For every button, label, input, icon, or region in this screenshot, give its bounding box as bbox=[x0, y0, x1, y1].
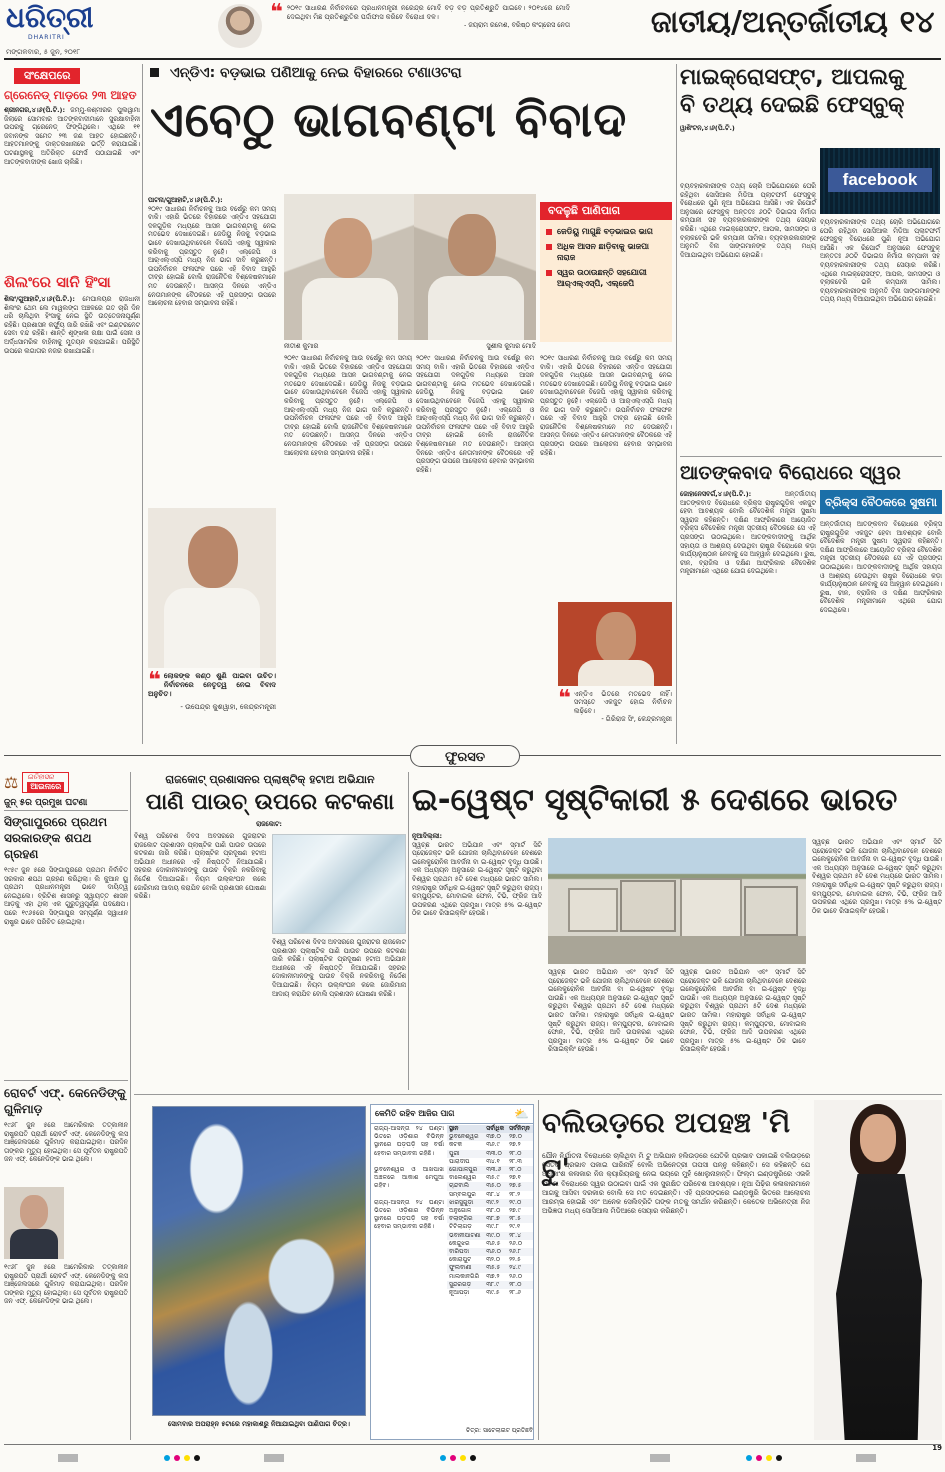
weather-cell-min: ୨୨.୫ bbox=[509, 1256, 521, 1264]
terror-body-col-2 bbox=[820, 520, 942, 744]
weather-cell-max: ୩୨.୦ bbox=[486, 1256, 501, 1264]
photo-face-giriraj bbox=[596, 612, 636, 664]
weather-cell-min: ୨୮.୫ bbox=[507, 1215, 533, 1223]
page-number: ୧୪ bbox=[899, 5, 935, 40]
ewaste-monitor bbox=[744, 886, 798, 936]
column-divider bbox=[408, 772, 409, 1090]
brief-body-2 bbox=[4, 295, 140, 755]
weather-box-header bbox=[371, 1105, 533, 1124]
weather-sub-text: ଭୁବନେଶ୍ୱର ଓ ଆଖପାଖ ଅଞ୍ଚଳରେ ଆକାଶ ମେଘୁଆ ରହିବ। bbox=[374, 1166, 444, 1190]
ewaste-text-col-1: ସ୍ୱଚ୍ଛ ଭାରତ ଅଭିଯାନ ଏବଂ ସ୍ମାର୍ଟ ସିଟି ପ୍ରୋଜେକ୍ଟ ଭଳି ଯୋଜନା ଚାଲିଥିବାବେଳେ ଦେଶରେ ଇଲେକ୍ଟ୍ରୋନିକ ଆବର୍ଜନା ବା ଇ-ୱେଷ୍ଟ ବୃଦ୍ଧି ପାଉଛି। ଏକ ଅଧ୍ୟୟନ ଅନୁସାରେ ଇ-ୱେଷ୍ଟ ସୃଷ୍ଟି କରୁଥିବା ବିଶ୍ୱର ପ୍ରଥମ ୫ଟି ଦେଶ ମଧ୍ୟରେ ଭାରତ ସାମିଲ। ମହାରାଷ୍ଟ୍ର ସର୍ବାଧିକ ଇ-ୱେଷ୍ଟ ସୃଷ୍ଟି କରୁଥିବା ରାଜ୍ୟ। କମ୍ପ୍ୟୁଟର, ମୋବାଇଲ ଫୋନ, ଟିଭି, ଫ୍ରିଜ ଆଦି ଉପକରଣ ଏଥିରେ ପ୍ରମୁଖ। ମାତ୍ର ୫% ଇ-ୱେଷ୍ଟ ଠିକ ଭାବେ ରିସାଇକ୍ଲିଂ ହେଉଛି। bbox=[412, 840, 542, 918]
weather-table-row bbox=[447, 1174, 533, 1182]
weather-cell-min: ୨୮.୦ bbox=[507, 1150, 533, 1158]
quote-mark-icon: ❝ bbox=[270, 0, 283, 25]
weather-cell-min: ୨୭.୧ bbox=[509, 1174, 521, 1182]
weather-cell-max: ୩୫.୫ bbox=[484, 1264, 507, 1272]
weather-cell-min: ୨୮.୩ bbox=[509, 1157, 522, 1165]
masthead-date: ମଙ୍ଗଳବାର, ୫ ଜୁନ, ୨୦୧୮ bbox=[6, 48, 81, 56]
weather-cell-max: ୩୯.୦ bbox=[484, 1232, 507, 1240]
photo-body-right bbox=[428, 276, 524, 340]
quote-kushwaha-text: ଲୋକଙ୍କ କଣ୍ଠ ଶୁଣି ପାଇବା ଉଚିତ। ନିର୍ବାଚନରେ ନେତୃତ୍ୱ ନେଇ ବିବାଦ ଅନୁଚିତ। bbox=[148, 672, 276, 698]
weather-cell-city: ସୁନ୍ଦରଗଡ଼ bbox=[447, 1281, 484, 1289]
metoo-body: ଯୌନ ନିର୍ଯାତନା ବିରୋଧରେ ଚାଲିଥିବା ମି ଟୁ ଅଭିଯାନ ହଲିଉଡ଼ରେ ଯେତିକି ପ୍ରଭାବ ପକାଇଛି ବଲିଉଡ଼ରେ ସେତିକି ପ୍ରଭାବ ପକାଇ ପାରିନାହିଁ ବୋଲି ଅଭିନେତ୍ରୀ ତାପସୀ ପନ୍ନୁ କହିଛନ୍ତି। ସେ କହିଛନ୍ତି ଯେ ଅଧିକାଂଶ କଳାକାର ନିଜ କ୍ୟାରିୟରକୁ ନେଇ ଭୟରେ ମୁହଁ ଖୋଲୁନାହାନ୍ତି। ଫିଲ୍ମ ଇଣ୍ଡଷ୍ଟ୍ରିରେ ଏଭଳି ଘଟଣା ବିରୋଧରେ ସ୍ୱର ଉଠାଇବା ପାଇଁ ଏକ ସୁରକ୍ଷିତ ପରିବେଶ ଆବଶ୍ୟକ। ନୂଆ ପିଢ଼ିର କଳାକାରମାନେ ଆଗକୁ ଆସିବା ଦରକାର ବୋଲି ସେ ମତ ଦେଇଛନ୍ତି। ଏହି ପ୍ରସଙ୍ଗରେ ଇଣ୍ଡଷ୍ଟ୍ରି ଭିତରେ ଆଲୋଚନା ଆରମ୍ଭ ହୋଇଛି ଏବଂ ଅନେକ ସେଲିବ୍ରିଟି ତାଙ୍କ ମତକୁ ସମର୍ଥନ କରିଛନ୍ତି। କେତେକ ଅଭିନେତ୍ରୀ ନିଜ ଅଭିଜ୍ଞତା ମଧ୍ୟ ସୋସିଆଲ ମିଡିଆରେ ସେୟାର କରିଛନ୍ତି। bbox=[542, 1152, 810, 1216]
weather-cell-max: ୩୭.୨ bbox=[486, 1272, 500, 1280]
history-label-bottom: ଆଇନାରେ bbox=[27, 782, 64, 792]
photo-water-pouches bbox=[272, 834, 406, 934]
ewaste-monitor bbox=[568, 888, 618, 932]
ewaste-body-col-2 bbox=[548, 968, 674, 1090]
col-max: ସର୍ବାଧିକ bbox=[484, 1125, 507, 1133]
quote-mark-icon: ❝ bbox=[558, 686, 571, 711]
registration-mark bbox=[264, 1454, 284, 1462]
weather-cell-city: ବାରିପଦା bbox=[447, 1248, 484, 1256]
weather-cell-city: ପାରାଦୀପ bbox=[449, 1157, 470, 1165]
weather-cell-city: ଭବାନୀପାଟଣା bbox=[447, 1232, 484, 1240]
footer-rule bbox=[4, 1444, 941, 1445]
weather-cell-city: ଝାରସୁଗୁଡ଼ା bbox=[447, 1199, 484, 1207]
brief-column bbox=[4, 64, 140, 744]
yellow-dot bbox=[184, 1455, 190, 1461]
weather-table-wrap bbox=[447, 1125, 533, 1437]
column-divider bbox=[130, 772, 131, 1440]
photo-giriraj-singh bbox=[558, 602, 672, 686]
sidebar-item bbox=[546, 241, 666, 263]
photo-body-kushwaha bbox=[164, 588, 260, 668]
plastic-kicker: ରାଜକୋଟ୍ ପ୍ରଶାସନର ପ୍ଲାଷ୍ଟିକ୍ ହଟାଅ ଅଭିଯାନ bbox=[165, 773, 375, 786]
photo-face-taapsee bbox=[860, 1114, 896, 1162]
weather-cell-city: କେନ୍ଦୁଝର bbox=[449, 1239, 470, 1247]
weather-table-row bbox=[447, 1264, 533, 1272]
ewaste-body-col-3 bbox=[680, 968, 806, 1090]
weather-cell-city: ପୁରୀ bbox=[447, 1150, 484, 1158]
photo-face-kushwaha bbox=[188, 526, 238, 588]
lead-kicker bbox=[150, 62, 674, 84]
history-headline-1: ସିଙ୍ଗାପୁରରେ ପ୍ରଥମ ସରକାରଙ୍କ ଶପଥ ଗ୍ରହଣ bbox=[4, 815, 108, 861]
weather-cell-city: ସମ୍ବଲପୁର bbox=[449, 1190, 476, 1198]
weather-table-row bbox=[447, 1191, 533, 1199]
terror-story bbox=[680, 460, 942, 744]
weather-intro-repeat: ରାଜ୍ୟ-ଆସନ୍ତା ୨୪ ଘଣ୍ଟା ଭିତରେ ଓଡ଼ିଶାର ବିଭିନ୍ନ ସ୍ଥାନରେ ଘଡ଼ଘଡ଼ି ସହ ବର୍ଷା ହେବାର ସମ୍ଭାବନା ରହିଛି। bbox=[374, 1198, 444, 1231]
ewaste-body-col-4 bbox=[812, 838, 942, 1090]
yellow-dot bbox=[460, 1455, 466, 1461]
weather-cell-max: ୩୬.୫ bbox=[486, 1239, 501, 1247]
sidebar-item-text: ସ୍ୱର ଉଠାଉଛନ୍ତି ସହଯୋଗୀ ଆର୍‌ଏଲ୍‌ଏସ୍‌ପି, ଏଲ୍‌ଜେପି bbox=[557, 268, 647, 288]
black-dot bbox=[470, 1455, 476, 1461]
weather-footer: ଚିତ୍ର: ସାଟେଲାଇଟ ପ୍ରତିଛବି bbox=[465, 1427, 533, 1434]
sidebar-title: ବଦଳୁଛି ପାଣିପାଗ bbox=[540, 202, 672, 220]
photo-sushil-modi bbox=[414, 194, 536, 340]
brief-body-1 bbox=[4, 106, 140, 266]
facebook-text-col-1: ବ୍ୟବହାରକାରୀଙ୍କ ତଥ୍ୟ ଚୋରି ଅଭିଯୋଗରେ ଘେରି ରହିଥିବା ସୋସିଆଲ ମିଡିଆ ପ୍ଲାଟଫର୍ମ ଫେସ୍‌ବୁକ୍ ବିରୋଧରେ ପୁଣି ନୂଆ ଅଭିଯୋଗ ଆସିଛି। ଏକ ରିପୋର୍ଟ ଅନୁସାରେ ଫେସ୍‌ବୁକ୍ ଅନ୍ତତଃ ୬୦ଟି ଡିଭାଇସ ନିର୍ମାତା କମ୍ପାନୀ ସହ ବ୍ୟବହାରକାରୀଙ୍କ ତଥ୍ୟ ସେୟାର କରିଛି। ଏଥିରେ ମାଇକ୍ରୋସଫ୍ଟ, ଆପଲ, ସାମସଙ୍ଗ ଓ ବ୍ଲାକବେରି ଭଳି କମ୍ପାନୀ ସାମିଲ। ବ୍ୟବହାରକାରୀଙ୍କ ଅନୁମତି ବିନା ସାଙ୍ଗମାନଙ୍କ ତଥ୍ୟ ମଧ୍ୟ ଦିଆଯାଇଥିବା ଅଭିଯୋଗ ହୋଇଛି। bbox=[680, 182, 816, 259]
weather-cell-min: ୨୯.୧ bbox=[509, 1223, 521, 1231]
weather-table-row bbox=[447, 1248, 533, 1256]
weather-cell-max: ୩୩.୦ bbox=[484, 1150, 507, 1158]
ewaste-story bbox=[412, 772, 942, 1090]
weather-cell-max: ୩୯.୨ bbox=[484, 1199, 507, 1207]
terror-text-col-1: ଅନ୍ତର୍ଜାତୀୟ ଆତଙ୍କବାଦ ବିରୋଧରେ ବ୍ରିକ୍ସ ରାଷ୍ଟ୍ରଗୁଡ଼ିକ ଏକଜୁଟ ହେବା ଆବଶ୍ୟକ ବୋଲି ବୈଦେଶିକ ମନ୍ତ୍ରୀ ସୁଷମା ସ୍ୱରାଜ କହିଛନ୍ତି। ଦକ୍ଷିଣ ଆଫ୍ରିକାରେ ଆୟୋଜିତ ବ୍ରିକ୍ସ ବୈଦେଶିକ ମନ୍ତ୍ରୀ ସ୍ତରୀୟ ବୈଠକରେ ସେ ଏହି ପ୍ରସଙ୍ଗ ଉଠାଇଥିଲେ। ଆତଙ୍କବାଦୀଙ୍କୁ ଆର୍ଥିକ ସହାୟତା ଓ ଆଶ୍ରୟ ଦେଉଥିବା ରାଷ୍ଟ୍ର ବିରୋଧରେ କଡ଼ା କାର୍ଯ୍ୟାନୁଷ୍ଠାନ ନେବାକୁ ସେ ଆହ୍ୱାନ ଦେଇଥିଲେ। ରୁଷ, ଚୀନ, ବ୍ରାଜିଲ ଓ ଦକ୍ଷିଣ ଆଫ୍ରିକାର ବୈଦେଶିକ ମନ୍ତ୍ରୀମାନେ ଏଥିରେ ଯୋଗ ଦେଇଥିଲେ। bbox=[680, 490, 816, 576]
facebook-headline-1: ମାଇକ୍ରୋସଫ୍ଟ, ଆପଲକୁ bbox=[680, 65, 905, 90]
brief-dateline-1: ଶ୍ରୀନଗର,୪।୬(ପି.ଟି.): bbox=[4, 106, 66, 114]
registration-mark bbox=[856, 1454, 876, 1462]
caption-right: ସୁଶୀଲ କୁମାର ମୋଦି bbox=[486, 342, 536, 350]
weather-table bbox=[447, 1125, 533, 1297]
lead-text-col-3: ୨୦୧୯ ସାଧାରଣ ନିର୍ବାଚନକୁ ଆଉ ବର୍ଷେରୁ କମ ସମୟ ବାକି। ଏହାରି ଭିତରେ ବିହାରରେ ଏନ୍‌ଡିଏ ସହଯୋଗୀ ଦଳଗୁଡ଼ିକ ମଧ୍ୟରେ ଆସନ ଭାଗବଣ୍ଟାକୁ ନେଇ ମତଭେଦ ଦେଖାଦେଇଛି। ଜେଡିୟୁ ନିଜକୁ ବଡ଼ଭାଇ ଭାବେ ଦେଖାଉଥିବାବେଳେ ବିଜେପି ଏହାକୁ ସ୍ୱୀକାର କରିବାକୁ ପ୍ରସ୍ତୁତ ନୁହେଁ। ଏଲ୍‌ଜେପି ଓ ଆର୍‌ଏଲ୍‌ଏସ୍‌ପି ମଧ୍ୟ ନିଜ ଭାଗ ଦାବି କରୁଛନ୍ତି। ଉପନିର୍ବାଚନ ଫଳାଫଳ ପରେ ଏହି ବିବାଦ ଆହୁରି ତୀବ୍ର ହୋଇଛି ବୋଲି ରାଜନୈତିକ ବିଶ୍ଳେଷକମାନେ ମତ ଦେଉଛନ୍ତି। ଆସନ୍ତା ଦିନରେ ଏନ୍‌ଡିଏ ନେତାମାନଙ୍କ ବୈଠକରେ ଏହି ପ୍ରସଙ୍ଗ ଉପରେ ଆଲୋଚନା ହେବାର ସମ୍ଭାବନା ରହିଛି। bbox=[416, 354, 534, 474]
weather-intro bbox=[374, 1125, 444, 1437]
ewaste-headline: ଇ-ୱେଷ୍ଟ ସୃଷ୍ଟିକାରୀ ୫ ଦେଶରେ ଭାରତ bbox=[412, 782, 898, 818]
facebook-logo-text: facebook bbox=[828, 168, 932, 192]
history-label-top: ଇତିହାସର bbox=[27, 773, 54, 781]
fursat-banner bbox=[410, 745, 520, 767]
brief-headline-2: ଶିଲଂରେ ସାନି ହିଂସା bbox=[4, 273, 111, 291]
weather-table-row bbox=[447, 1158, 533, 1166]
history-body-1: ୧୯୫୯ ଜୁନ ୫ରେ ସିଙ୍ଗାପୁରରେ ପ୍ରଥମ ନିର୍ବାଚିତ ସରକାର ଶପଥ ଗ୍ରହଣ କରିଥିଲା। ଲି କୁଆନ ୟୁ ପ୍ରଥମ ପ୍ରଧାନମନ୍ତ୍ରୀ ଭାବେ ଦାୟିତ୍ୱ ନେଇଥିଲେ। ବ୍ରିଟିଶ ଶାସନରୁ ସ୍ୱାୟତ୍ତ ଶାସନ ଆଡ଼କୁ ଏହା ଥିଲା ଏକ ଗୁରୁତ୍ୱପୂର୍ଣ୍ଣ ପଦକ୍ଷେପ। ପରେ ୧୯୬୫ରେ ସିଙ୍ଗାପୁର ସମ୍ପୂର୍ଣ୍ଣ ସ୍ୱାଧୀନ ରାଷ୍ଟ୍ର ଭାବେ ପରିଚିତ ହୋଇଥିଲା। bbox=[4, 866, 128, 926]
weather-cell-max: ୩୬.୦ bbox=[484, 1248, 507, 1256]
caption-left: ନୀତୀଶ କୁମାର bbox=[284, 342, 319, 350]
facebook-headline-2: ବି ତଥ୍ୟ ଦେଇଛି ଫେସ୍‌ବୁକ୍ bbox=[680, 93, 905, 118]
weather-cell-city: ଭୁବନେଶ୍ୱର bbox=[447, 1133, 484, 1141]
terror-text-col-2: ଅନ୍ତର୍ଜାତୀୟ ଆତଙ୍କବାଦ ବିରୋଧରେ ବ୍ରିକ୍ସ ରାଷ୍ଟ୍ରଗୁଡ଼ିକ ଏକଜୁଟ ହେବା ଆବଶ୍ୟକ ବୋଲି ବୈଦେଶିକ ମନ୍ତ୍ରୀ ସୁଷମା ସ୍ୱରାଜ କହିଛନ୍ତି। ଦକ୍ଷିଣ ଆଫ୍ରିକାରେ ଆୟୋଜିତ ବ୍ରିକ୍ସ ବୈଦେଶିକ ମନ୍ତ୍ରୀ ସ୍ତରୀୟ ବୈଠକରେ ସେ ଏହି ପ୍ରସଙ୍ଗ ଉଠାଇଥିଲେ। ଆତଙ୍କବାଦୀଙ୍କୁ ଆର୍ଥିକ ସହାୟତା ଓ ଆଶ୍ରୟ ଦେଉଥିବା ରାଷ୍ଟ୍ର ବିରୋଧରେ କଡ଼ା କାର୍ଯ୍ୟାନୁଷ୍ଠାନ ନେବାକୁ ସେ ଆହ୍ୱାନ ଦେଇଥିଲେ। ରୁଷ, ଚୀନ, ବ୍ରାଜିଲ ଓ ଦକ୍ଷିଣ ଆଫ୍ରିକାର ବୈଦେଶିକ ମନ୍ତ୍ରୀମାନେ ଏଥିରେ ଯୋଗ ଦେଇଥିଲେ। bbox=[820, 520, 942, 614]
ewaste-monitor bbox=[680, 878, 742, 938]
history-body-3: ୧୯୬୮ ଜୁନ ୫ରେ ଆମେରିକାର ତତ୍କାଳୀନ ରାଷ୍ଟ୍ରପତି ପ୍ରାର୍ଥୀ ରୋବର୍ଟ ଏଫ୍. କେନେଡିଙ୍କୁ ଲସ ଆଞ୍ଜେଲସରେ ଗୁଳିମାଡ଼ କରାଯାଇଥିଲା। ପରଦିନ ତାଙ୍କର ମୃତ୍ୟୁ ହୋଇଥିଲା। ସେ ପୂର୍ବତନ ରାଷ୍ଟ୍ରପତି ଜନ ଏଫ୍. କେନେଡିଙ୍କ ଭାଇ ଥିଲେ। bbox=[4, 1263, 128, 1306]
registration-mark bbox=[650, 1454, 670, 1462]
weather-cell-max: ୩୭.୦ bbox=[484, 1133, 507, 1141]
photo-body-left bbox=[302, 278, 398, 340]
weather-cell-min: ୨୬.୦ bbox=[509, 1272, 523, 1280]
photo-ewaste-pile bbox=[548, 838, 806, 964]
bullet-icon bbox=[546, 270, 552, 276]
lead-text-col-2: ୨୦୧୯ ସାଧାରଣ ନିର୍ବାଚନକୁ ଆଉ ବର୍ଷେରୁ କମ ସମୟ ବାକି। ଏହାରି ଭିତରେ ବିହାରରେ ଏନ୍‌ଡିଏ ସହଯୋଗୀ ଦଳଗୁଡ଼ିକ ମଧ୍ୟରେ ଆସନ ଭାଗବଣ୍ଟାକୁ ନେଇ ମତଭେଦ ଦେଖାଦେଇଛି। ଜେଡିୟୁ ନିଜକୁ ବଡ଼ଭାଇ ଭାବେ ଦେଖାଉଥିବାବେଳେ ବିଜେପି ଏହାକୁ ସ୍ୱୀକାର କରିବାକୁ ପ୍ରସ୍ତୁତ ନୁହେଁ। ଏଲ୍‌ଜେପି ଓ ଆର୍‌ଏଲ୍‌ଏସ୍‌ପି ମଧ୍ୟ ନିଜ ଭାଗ ଦାବି କରୁଛନ୍ତି। ଉପନିର୍ବାଚନ ଫଳାଫଳ ପରେ ଏହି ବିବାଦ ଆହୁରି ତୀବ୍ର ହୋଇଛି ବୋଲି ରାଜନୈତିକ ବିଶ୍ଳେଷକମାନେ ମତ ଦେଉଛନ୍ତି। ଆସନ୍ତା ଦିନରେ ଏନ୍‌ଡିଏ ନେତାମାନଙ୍କ ବୈଠକରେ ଏହି ପ୍ରସଙ୍ଗ ଉପରେ ଆଲୋଚନା ହେବାର ସମ୍ଭାବନା ରହିଛି। bbox=[284, 354, 412, 457]
brief-headline-1: ଗ୍ରେନେଡ୍ ମାଡ଼ରେ ୨୩ ଆହତ bbox=[4, 88, 137, 102]
weather-cell-max: ୩୮.୭ bbox=[484, 1215, 507, 1223]
plastic-text-col-2: ବିଶ୍ୱ ପରିବେଶ ଦିବସ ଅବସରରେ ଗୁଜରାଟର ରାଜକୋଟ ପ୍ରଶାସନ ପ୍ଲାଷ୍ଟିକ ପାଣି ପାଉଚ ଉପରେ କଟକଣା ଜାରି କରିଛି। ପ୍ଲାଷ୍ଟିକ ପ୍ରଦୂଷଣ ହଟାଅ ଅଭିଯାନ ଅଧୀନରେ ଏହି ନିଷ୍ପତ୍ତି ନିଆଯାଇଛି। ସହରର ଦୋକାନୀମାନଙ୍କୁ ପାଉଚ ବିକ୍ରି ନକରିବାକୁ ନିର୍ଦ୍ଦେଶ ଦିଆଯାଇଛି। ନିୟମ ଉଲ୍ଲଂଘନ କଲେ ଜୋରିମାନା ଆଦାୟ କରାଯିବ ବୋଲି ପ୍ରଶାସନ ଘୋଷଣା କରିଛି। bbox=[272, 938, 406, 998]
lead-headline: ଏବେଠୁ ଭାଗବଣ୍ଟା ବିବାଦ bbox=[150, 92, 628, 148]
weather-table-row bbox=[447, 1273, 533, 1281]
weather-box-title: କେମିତି ରହିବ ଆଜିର ପାଗ bbox=[375, 1109, 455, 1118]
weather-cell-city: କୋରାପୁଟ bbox=[449, 1256, 472, 1264]
photo-face-kennedy bbox=[20, 1195, 48, 1229]
col-min: ସର୍ବନିମ୍ନ bbox=[507, 1125, 533, 1133]
masthead-quote-text: ୨୦୧୯ ସାଧାରଣ ନିର୍ବାଚନରେ ପ୍ରଧାନମନ୍ତ୍ରୀ ନରେନ୍ଦ୍ର ମୋଦି ବଡ଼ ବଡ଼ ପ୍ରତିଶ୍ରୁତି ପାଇବେ। ୨୦୧୪ରେ ମୋଦି ଦେଇଥିବା ମିଛ ପ୍ରତିଶ୍ରୁତିର ପର୍ଦ୍ଦାଫାସ କରିବେ ବିରୋଧୀ ଦଳ। bbox=[286, 4, 570, 21]
weather-table-row bbox=[447, 1141, 533, 1149]
magenta-dot bbox=[174, 1455, 180, 1461]
column-divider bbox=[538, 1100, 539, 1440]
weather-caption: ସୋମବାର ଅପରାହ୍ନ ୫ଟାରେ ମହାକାଶରୁ ନିଆଯାଇଥିବା ପାଣିପାଗ ଚିତ୍ର। bbox=[167, 1420, 351, 1428]
facebook-dateline: ୱାଶିଂଟନ,୪।୬(ପି.ଟି.) bbox=[680, 124, 735, 132]
ewaste-text-col-3: ସ୍ୱଚ୍ଛ ଭାରତ ଅଭିଯାନ ଏବଂ ସ୍ମାର୍ଟ ସିଟି ପ୍ରୋଜେକ୍ଟ ଭଳି ଯୋଜନା ଚାଲିଥିବାବେଳେ ଦେଶରେ ଇଲେକ୍ଟ୍ରୋନିକ ଆବର୍ଜନା ବା ଇ-ୱେଷ୍ଟ ବୃଦ୍ଧି ପାଉଛି। ଏକ ଅଧ୍ୟୟନ ଅନୁସାରେ ଇ-ୱେଷ୍ଟ ସୃଷ୍ଟି କରୁଥିବା ବିଶ୍ୱର ପ୍ରଥମ ୫ଟି ଦେଶ ମଧ୍ୟରେ ଭାରତ ସାମିଲ। ମହାରାଷ୍ଟ୍ର ସର୍ବାଧିକ ଇ-ୱେଷ୍ଟ ସୃଷ୍ଟି କରୁଥିବା ରାଜ୍ୟ। କମ୍ପ୍ୟୁଟର, ମୋବାଇଲ ଫୋନ, ଟିଭି, ଫ୍ରିଜ ଆଦି ଉପକରଣ ଏଥିରେ ପ୍ରମୁଖ। ମାତ୍ର ୫% ଇ-ୱେଷ୍ଟ ଠିକ ଭାବେ ରିସାଇକ୍ଲିଂ ହେଉଛି। bbox=[680, 968, 806, 1054]
lead-body-col-2 bbox=[284, 354, 412, 746]
weather-cell-max: ୩୫.୦ bbox=[484, 1182, 507, 1190]
sidebar-item bbox=[546, 267, 666, 289]
lead-sidebar bbox=[540, 202, 672, 342]
facebook-text-col-2: ବ୍ୟବହାରକାରୀଙ୍କ ତଥ୍ୟ ଚୋରି ଅଭିଯୋଗରେ ଘେରି ରହିଥିବା ସୋସିଆଲ ମିଡିଆ ପ୍ଲାଟଫର୍ମ ଫେସ୍‌ବୁକ୍ ବିରୋଧରେ ପୁଣି ନୂଆ ଅଭିଯୋଗ ଆସିଛି। ଏକ ରିପୋର୍ଟ ଅନୁସାରେ ଫେସ୍‌ବୁକ୍ ଅନ୍ତତଃ ୬୦ଟି ଡିଭାଇସ ନିର୍ମାତା କମ୍ପାନୀ ସହ ବ୍ୟବହାରକାରୀଙ୍କ ତଥ୍ୟ ସେୟାର କରିଛି। ଏଥିରେ ମାଇକ୍ରୋସଫ୍ଟ, ଆପଲ, ସାମସଙ୍ଗ ଓ ବ୍ଲାକବେରି ଭଳି କମ୍ପାନୀ ସାମିଲ। ବ୍ୟବହାରକାରୀଙ୍କ ଅନୁମତି ବିନା ସାଙ୍ଗମାନଙ୍କ ତଥ୍ୟ ମଧ୍ୟ ଦିଆଯାଇଥିବା ଅଭିଯୋଗ ହୋଇଛି। bbox=[820, 218, 940, 304]
weather-cell-city: କଟକ bbox=[449, 1141, 463, 1149]
photo-robert-kennedy bbox=[4, 1187, 64, 1259]
cyan-dot bbox=[164, 1455, 170, 1461]
gavel-icon: ⚖ bbox=[4, 773, 19, 792]
plastic-story bbox=[134, 772, 406, 1090]
bullet-icon bbox=[546, 244, 552, 250]
sidebar-item bbox=[546, 226, 666, 237]
history-column bbox=[4, 772, 128, 1452]
quote-kushwaha bbox=[148, 668, 276, 744]
lead-kicker-text: ଏନ୍‌ଡିଏ: ବଡ଼ଭାଇ ପଣିଆକୁ ନେଇ ବିହାରରେ ଟଣାଓଟରା bbox=[169, 65, 462, 81]
weather-block bbox=[134, 1100, 534, 1440]
ewaste-body-col-1 bbox=[412, 832, 542, 1090]
weather-cell-max: ୩୮.୯ bbox=[484, 1281, 507, 1289]
sidebar-list bbox=[540, 220, 672, 299]
weather-cell-min: ୨୮.୦ bbox=[507, 1281, 533, 1289]
ewaste-ground bbox=[548, 936, 806, 964]
facebook-body-col-1 bbox=[680, 182, 816, 452]
lead-body-col-4 bbox=[540, 354, 672, 594]
plastic-body-col-2 bbox=[272, 938, 406, 1090]
weather-table-row bbox=[447, 1289, 533, 1297]
logo-subtext: DHARITRI bbox=[28, 34, 65, 41]
column-divider bbox=[142, 64, 143, 744]
weather-cell-min: ୨୮.୨ bbox=[509, 1190, 521, 1198]
quote-kushwaha-author: - ଉପେନ୍ଦ୍ର କୁଶୱାହା, କେନ୍ଦ୍ରମନ୍ତ୍ରୀ bbox=[180, 703, 276, 711]
ewaste-monitor bbox=[620, 880, 676, 932]
weather-table-row bbox=[447, 1232, 533, 1240]
weather-cell-max: ୩୪.୧ bbox=[486, 1157, 500, 1165]
cyan-dot bbox=[440, 1455, 446, 1461]
weather-cell-min: ୨୭.୯ bbox=[509, 1207, 521, 1215]
black-dot bbox=[194, 1455, 200, 1461]
weather-cell-min: ୨୭.୫ bbox=[507, 1182, 533, 1190]
lead-story bbox=[146, 62, 674, 746]
weather-table-row bbox=[447, 1207, 533, 1215]
quote-giriraj bbox=[558, 686, 672, 746]
footer-page-number: 19 bbox=[932, 1444, 942, 1452]
lead-text: ୨୦୧୯ ସାଧାରଣ ନିର୍ବାଚନକୁ ଆଉ ବର୍ଷେରୁ କମ ସମୟ ବାକି। ଏହାରି ଭିତରେ ବିହାରରେ ଏନ୍‌ଡିଏ ସହଯୋଗୀ ଦଳଗୁଡ଼ିକ ମଧ୍ୟରେ ଆସନ ଭାଗବଣ୍ଟାକୁ ନେଇ ମତଭେଦ ଦେଖାଦେଇଛି। ଜେଡିୟୁ ନିଜକୁ ବଡ଼ଭାଇ ଭାବେ ଦେଖାଉଥିବାବେଳେ ବିଜେପି ଏହାକୁ ସ୍ୱୀକାର କରିବାକୁ ପ୍ରସ୍ତୁତ ନୁହେଁ। ଏଲ୍‌ଜେପି ଓ ଆର୍‌ଏଲ୍‌ଏସ୍‌ପି ମଧ୍ୟ ନିଜ ଭାଗ ଦାବି କରୁଛନ୍ତି। ଉପନିର୍ବାଚନ ଫଳାଫଳ ପରେ ଏହି ବିବାଦ ଆହୁରି ତୀବ୍ର ହୋଇଛି ବୋଲି ରାଜନୈତିକ ବିଶ୍ଳେଷକମାନେ ମତ ଦେଉଛନ୍ତି। ଆସନ୍ତା ଦିନରେ ଏନ୍‌ଡିଏ ନେତାମାନଙ୍କ ବୈଠକରେ ଏହି ପ୍ରସଙ୍ଗ ଉପରେ ଆଲୋଚନା ହେବାର ସମ୍ଭାବନା ରହିଛି। bbox=[148, 204, 276, 308]
weather-table-row bbox=[447, 1133, 533, 1141]
weather-cell-max: ୩୯.୫ bbox=[486, 1289, 500, 1297]
weather-cell-max: ୩୮.୦ bbox=[486, 1207, 501, 1215]
weather-table-row bbox=[447, 1215, 533, 1223]
weather-cell-city: ମାଲକାନଗିରି bbox=[449, 1272, 480, 1280]
story-divider bbox=[134, 1094, 942, 1095]
facebook-body-col-2 bbox=[820, 218, 940, 452]
col-city: ସ୍ଥାନ bbox=[447, 1125, 484, 1133]
plastic-dateline: ରାଜକୋଟ: bbox=[256, 820, 282, 828]
terror-subhead: ବ୍ରିକ୍ସ ବୈଠକରେ ସୁଷମା bbox=[820, 490, 942, 514]
plastic-headline: ପାଣି ପାଉଚ୍ ଉପରେ କଟକଣା bbox=[145, 790, 395, 815]
lead-dateline: ପାଟନା/ଗୁଆହାଟି,୪।୬(ପି.ଟି.): bbox=[148, 196, 223, 204]
history-headline-2: ରୋବର୍ଟ ଏଫ୍. କେନେଡିଙ୍କୁ ଗୁଳିମାଡ଼ bbox=[4, 1080, 128, 1117]
terror-dateline: ଜୋହାନେସବର୍ଗ,୪।୬(ପି.ଟି.): bbox=[680, 490, 752, 498]
weather-cell-min: ୨୮.୦ bbox=[507, 1166, 533, 1174]
weather-cell-min: ୨୮.୬ bbox=[509, 1289, 521, 1297]
story-divider bbox=[680, 456, 942, 457]
section-title: ଜାତୀୟ/ଅନ୍ତର୍ଜାତୀୟ bbox=[650, 5, 888, 40]
weather-cell-min: ୨୯.୦ bbox=[507, 1199, 533, 1207]
photo-face-right bbox=[448, 214, 496, 276]
logo bbox=[6, 2, 94, 46]
weather-cell-city: ଗୋପାଳପୁର bbox=[447, 1166, 484, 1174]
weather-cell-max: ୩୫.୯ bbox=[486, 1174, 500, 1182]
weather-cell-max: ୩୯.୮ bbox=[486, 1223, 499, 1231]
masthead-quote-author: - ଜୟରାମ ରମେଶ, ବରିଷ୍ଠ କଂଗ୍ରେସ ନେତା bbox=[464, 21, 570, 30]
logo-text: ଧରିତ୍ରୀ bbox=[6, 1, 94, 34]
history-label-box bbox=[22, 772, 69, 793]
photo-nitish-kumar bbox=[284, 194, 414, 340]
ewaste-text-col-2: ସ୍ୱଚ୍ଛ ଭାରତ ଅଭିଯାନ ଏବଂ ସ୍ମାର୍ଟ ସିଟି ପ୍ରୋଜେକ୍ଟ ଭଳି ଯୋଜନା ଚାଲିଥିବାବେଳେ ଦେଶରେ ଇଲେକ୍ଟ୍ରୋନିକ ଆବର୍ଜନା ବା ଇ-ୱେଷ୍ଟ ବୃଦ୍ଧି ପାଉଛି। ଏକ ଅଧ୍ୟୟନ ଅନୁସାରେ ଇ-ୱେଷ୍ଟ ସୃଷ୍ଟି କରୁଥିବା ବିଶ୍ୱର ପ୍ରଥମ ୫ଟି ଦେଶ ମଧ୍ୟରେ ଭାରତ ସାମିଲ। ମହାରାଷ୍ଟ୍ର ସର୍ବାଧିକ ଇ-ୱେଷ୍ଟ ସୃଷ୍ଟି କରୁଥିବା ରାଜ୍ୟ। କମ୍ପ୍ୟୁଟର, ମୋବାଇଲ ଫୋନ, ଟିଭି, ଫ୍ରିଜ ଆଦି ଉପକରଣ ଏଥିରେ ପ୍ରମୁଖ। ମାତ୍ର ୫% ଇ-ୱେଷ୍ଟ ଠିକ ଭାବେ ରିସାଇକ୍ଲିଂ ହେଉଛି। bbox=[548, 968, 674, 1054]
magenta-dot bbox=[450, 1455, 456, 1461]
weather-cell-min: ୨୬.୮ bbox=[507, 1248, 533, 1256]
lead-body-col-3 bbox=[416, 354, 534, 746]
quote-giriraj-author: - ଗିରିରାଜ ସିଂ, କେନ୍ଦ୍ରମନ୍ତ୍ରୀ bbox=[601, 715, 672, 724]
brief-dateline-2: ଶିଲଂ/ଗୁଆହାଟି,୪।୬(ପି.ଟି.): bbox=[4, 295, 75, 303]
footer-bar bbox=[0, 1444, 945, 1468]
weather-table-row bbox=[447, 1150, 533, 1158]
quote-giriraj-text: ଏନ୍‌ଡିଏ ଭିତରେ ମତଭେଦ ନାହିଁ। ସମସ୍ତେ ଏକଜୁଟ ହୋଇ ନିର୍ବାଚନ ଲଢ଼ିବେ। bbox=[573, 690, 672, 715]
weather-cell-min: ୨୮.୪ bbox=[507, 1232, 533, 1240]
weather-table-body bbox=[447, 1133, 533, 1297]
weather-table-header bbox=[447, 1125, 533, 1133]
weather-table-row bbox=[447, 1182, 533, 1190]
yellow-dot bbox=[766, 1455, 772, 1461]
weather-cell-city: ଚାନ୍ଦବାଲି bbox=[447, 1182, 484, 1190]
ewaste-dateline: ନୂଆଦିଲ୍ଲୀ: bbox=[412, 832, 443, 840]
weather-cell-city: ବାଲେଶ୍ୱର bbox=[449, 1174, 477, 1182]
cyan-dot bbox=[746, 1455, 752, 1461]
facebook-story bbox=[680, 64, 942, 452]
masthead bbox=[0, 0, 945, 56]
terror-body-col-1 bbox=[680, 490, 816, 744]
masthead-quote bbox=[270, 0, 570, 48]
weather-cell-max: ୩୮.୪ bbox=[486, 1190, 500, 1198]
satellite-image bbox=[152, 1106, 366, 1416]
weather-table-row bbox=[447, 1256, 533, 1264]
lead-text-col-4: ୨୦୧୯ ସାଧାରଣ ନିର୍ବାଚନକୁ ଆଉ ବର୍ଷେରୁ କମ ସମୟ ବାକି। ଏହାରି ଭିତରେ ବିହାରରେ ଏନ୍‌ଡିଏ ସହଯୋଗୀ ଦଳଗୁଡ଼ିକ ମଧ୍ୟରେ ଆସନ ଭାଗବଣ୍ଟାକୁ ନେଇ ମତଭେଦ ଦେଖାଦେଇଛି। ଜେଡିୟୁ ନିଜକୁ ବଡ଼ଭାଇ ଭାବେ ଦେଖାଉଥିବାବେଳେ ବିଜେପି ଏହାକୁ ସ୍ୱୀକାର କରିବାକୁ ପ୍ରସ୍ତୁତ ନୁହେଁ। ଏଲ୍‌ଜେପି ଓ ଆର୍‌ଏଲ୍‌ଏସ୍‌ପି ମଧ୍ୟ ନିଜ ଭାଗ ଦାବି କରୁଛନ୍ତି। ଉପନିର୍ବାଚନ ଫଳାଫଳ ପରେ ଏହି ବିବାଦ ଆହୁରି ତୀବ୍ର ହୋଇଛି ବୋଲି ରାଜନୈତିକ ବିଶ୍ଳେଷକମାନେ ମତ ଦେଉଛନ୍ତି। ଆସନ୍ତା ଦିନରେ ଏନ୍‌ଡିଏ ନେତାମାନଙ୍କ ବୈଠକରେ ଏହି ପ୍ରସଙ୍ଗ ଉପରେ ଆଲୋଚନା ହେବାର ସମ୍ଭାବନା ରହିଛି। bbox=[540, 354, 672, 457]
weather-cell-min: ୨୪.୯ bbox=[507, 1264, 533, 1272]
weather-cell-city: ଟିଟିଲାଗଡ଼ bbox=[449, 1223, 472, 1231]
weather-cell-min: ୨୬.୦ bbox=[509, 1239, 523, 1247]
terror-headline: ଆତଙ୍କବାଦ ବିରୋଧରେ ସ୍ୱର bbox=[680, 462, 901, 484]
black-dot bbox=[776, 1455, 782, 1461]
weather-cell-city: ଫୁଲବାଣୀ bbox=[447, 1264, 484, 1272]
weather-cell-max: ୩୩.୬ bbox=[484, 1166, 507, 1174]
bullet-icon bbox=[546, 229, 552, 235]
plastic-body-col-1 bbox=[134, 832, 266, 1090]
photo-body-kennedy bbox=[10, 1229, 58, 1259]
weather-cell-max: ୩୬.୯ bbox=[486, 1141, 500, 1149]
weather-cell-city: ବଲାଙ୍ଗିର bbox=[447, 1215, 484, 1223]
magenta-dot bbox=[756, 1455, 762, 1461]
metoo-headline: ବଲିଉଡ଼ରେ ଅପହଞ୍ଚ 'ମି ଟୁ' bbox=[542, 1106, 791, 1185]
weather-table-row bbox=[447, 1199, 533, 1207]
brief-text-2: ମେଘାଳୟର ରାଜଧାନୀ ଶିଲଂର ଥେମ ଲେ ମାୱଲଙ୍ଗ ଅଞ୍ଚଳରେ ଗତ ଚାରି ଦିନ ଧରି ଚାଲିଥିବା ହିଂସାକୁ ନେଇ ସ୍ଥିତି ଉତ୍ତେଜନାପୂର୍ଣ୍ଣ ରହିଛି। ପ୍ରଶାସନ କର୍ଫ୍ୟୁ ଜାରି ରଖିଛି ଏବଂ ଇଣ୍ଟରନେଟ ସେବା ବନ୍ଦ ରହିଛି। ଶାନ୍ତି ଶୃଙ୍ଖଳା ରକ୍ଷା ପାଇଁ ସେନା ଓ ଅର୍ଦ୍ଧସାମରିକ ବାହିନୀକୁ ମୁତୟନ କରାଯାଇଛି। ପରିସ୍ଥିତି ଉପରେ ଲଗାତାର ନଜର ରଖାଯାଇଛି। bbox=[4, 295, 140, 355]
weather-cell-city: ଅନୁଗୋଳ bbox=[449, 1207, 472, 1215]
weather-table-row bbox=[447, 1223, 533, 1231]
photo-taapsee-pannu bbox=[814, 1100, 942, 1440]
weather-table-row bbox=[447, 1166, 533, 1174]
weather-table-row bbox=[447, 1240, 533, 1248]
quote-author-photo bbox=[218, 4, 262, 48]
fursat-label: ଫୁରସତ bbox=[444, 750, 486, 765]
sidebar-item-text: ଅଧିକ ଆସନ ଛାଡ଼ିବାକୁ ଭାଜପା ନାରାଜ bbox=[557, 242, 649, 262]
brief-text-1: ଜମ୍ମୁ-କଶ୍ମୀରର ପୁଲୱାମା ଜିଲାରେ ସୋମବାର ଆତଙ୍କବାଦୀମାନେ ସୁରକ୍ଷାବାହିନୀ ଉପରକୁ ଗ୍ରେନେଡ୍ ଫିଙ୍ଗିଥିଲେ। ଏଥିରେ ୧୧ ଜବାନଙ୍କ ସମେତ ୨୩ ଜଣ ଆହତ ହୋଇଛନ୍ତି। ଆହତମାନଙ୍କୁ ଡାକ୍ତରଖାନାରେ ଭର୍ତ୍ତି କରାଯାଇଛି। ଘଟଣାସ୍ଥଳକୁ ଅତିରିକ୍ତ ଫୋର୍ସ ପଠାଯାଇଛି ଏବଂ ଆତଙ୍କବାଦୀଙ୍କ ଖୋଜ ଚାଲିଛି। bbox=[4, 106, 140, 166]
weather-box bbox=[370, 1104, 534, 1440]
history-date-line: ଜୁନ୍ ୫ର ପ୍ରମୁଖ ଘଟଣା bbox=[4, 797, 128, 811]
registration-mark bbox=[58, 1454, 78, 1462]
sun-cloud-icon: ⛅ bbox=[514, 1107, 529, 1121]
weather-table-row bbox=[447, 1281, 533, 1289]
ewaste-text-col-4: ସ୍ୱଚ୍ଛ ଭାରତ ଅଭିଯାନ ଏବଂ ସ୍ମାର୍ଟ ସିଟି ପ୍ରୋଜେକ୍ଟ ଭଳି ଯୋଜନା ଚାଲିଥିବାବେଳେ ଦେଶରେ ଇଲେକ୍ଟ୍ରୋନିକ ଆବର୍ଜନା ବା ଇ-ୱେଷ୍ଟ ବୃଦ୍ଧି ପାଉଛି। ଏକ ଅଧ୍ୟୟନ ଅନୁସାରେ ଇ-ୱେଷ୍ଟ ସୃଷ୍ଟି କରୁଥିବା ବିଶ୍ୱର ପ୍ରଥମ ୫ଟି ଦେଶ ମଧ୍ୟରେ ଭାରତ ସାମିଲ। ମହାରାଷ୍ଟ୍ର ସର୍ବାଧିକ ଇ-ୱେଷ୍ଟ ସୃଷ୍ଟି କରୁଥିବା ରାଜ୍ୟ। କମ୍ପ୍ୟୁଟର, ମୋବାଇଲ ଫୋନ, ଟିଭି, ଫ୍ରିଜ ଆଦି ଉପକରଣ ଏଥିରେ ପ୍ରମୁଖ। ମାତ୍ର ୫% ଇ-ୱେଷ୍ଟ ଠିକ ଭାବେ ରିସାଇକ୍ଲିଂ ହେଉଛି। bbox=[812, 838, 942, 915]
metoo-story bbox=[542, 1100, 942, 1440]
weather-cell-min: ୨୭.୦ bbox=[507, 1133, 533, 1141]
brief-label: ସଂକ୍ଷେପରେ bbox=[14, 68, 80, 84]
history-body-2: ୧୯୬୮ ଜୁନ ୫ରେ ଆମେରିକାର ତତ୍କାଳୀନ ରାଷ୍ଟ୍ରପତି ପ୍ରାର୍ଥୀ ରୋବର୍ଟ ଏଫ୍. କେନେଡିଙ୍କୁ ଲସ ଆଞ୍ଜେଲସରେ ଗୁଳିମାଡ଼ କରାଯାଇଥିଲା। ପରଦିନ ତାଙ୍କର ମୃତ୍ୟୁ ହୋଇଥିଲା। ସେ ପୂର୍ବତନ ରାଷ୍ଟ୍ରପତି ଜନ ଏଫ୍. କେନେଡିଙ୍କ ଭାଇ ଥିଲେ। bbox=[4, 1121, 128, 1164]
plastic-text-col-1: ବିଶ୍ୱ ପରିବେଶ ଦିବସ ଅବସରରେ ଗୁଜରାଟର ରାଜକୋଟ ପ୍ରଶାସନ ପ୍ଲାଷ୍ଟିକ ପାଣି ପାଉଚ ଉପରେ କଟକଣା ଜାରି କରିଛି। ପ୍ଲାଷ୍ଟିକ ପ୍ରଦୂଷଣ ହଟାଅ ଅଭିଯାନ ଅଧୀନରେ ଏହି ନିଷ୍ପତ୍ତି ନିଆଯାଇଛି। ସହରର ଦୋକାନୀମାନଙ୍କୁ ପାଉଚ ବିକ୍ରି ନକରିବାକୁ ନିର୍ଦ୍ଦେଶ ଦିଆଯାଇଛି। ନିୟମ ଉଲ୍ଲଂଘନ କଲେ ଜୋରିମାନା ଆଦାୟ କରାଯିବ ବୋଲି ପ୍ରଶାସନ ଘୋଷଣା କରିଛି। bbox=[134, 832, 266, 901]
quote-mark-icon: ❝ bbox=[148, 668, 161, 693]
photo-face-left bbox=[324, 218, 372, 278]
sidebar-item-text: ଜେଡିୟୁ ମାଗୁଛି ବଡ଼ଭାଇର ଭାଗ bbox=[557, 227, 653, 236]
photo-upendra-kushwaha bbox=[148, 508, 276, 668]
weather-cell-city: ନୂଆପଡ଼ା bbox=[449, 1289, 470, 1297]
facebook-logo-image bbox=[820, 148, 940, 214]
masthead-rule bbox=[4, 58, 941, 60]
photo-dress bbox=[836, 1174, 922, 1440]
column-divider bbox=[676, 64, 677, 744]
weather-cell-min: ୨୭.୨ bbox=[509, 1141, 521, 1149]
history-label bbox=[4, 772, 128, 793]
photo-body-giriraj bbox=[578, 660, 654, 686]
weather-intro-text: ରାଜ୍ୟ-ଆସନ୍ତା ୨୪ ଘଣ୍ଟା ଭିତରେ ଓଡ଼ିଶାର ବିଭିନ୍ନ ସ୍ଥାନରେ ଘଡ଼ଘଡ଼ି ସହ ବର୍ଷା ହେବାର ସମ୍ଭାବନା ରହିଛି। bbox=[374, 1125, 444, 1157]
kicker-square-icon bbox=[150, 68, 159, 77]
